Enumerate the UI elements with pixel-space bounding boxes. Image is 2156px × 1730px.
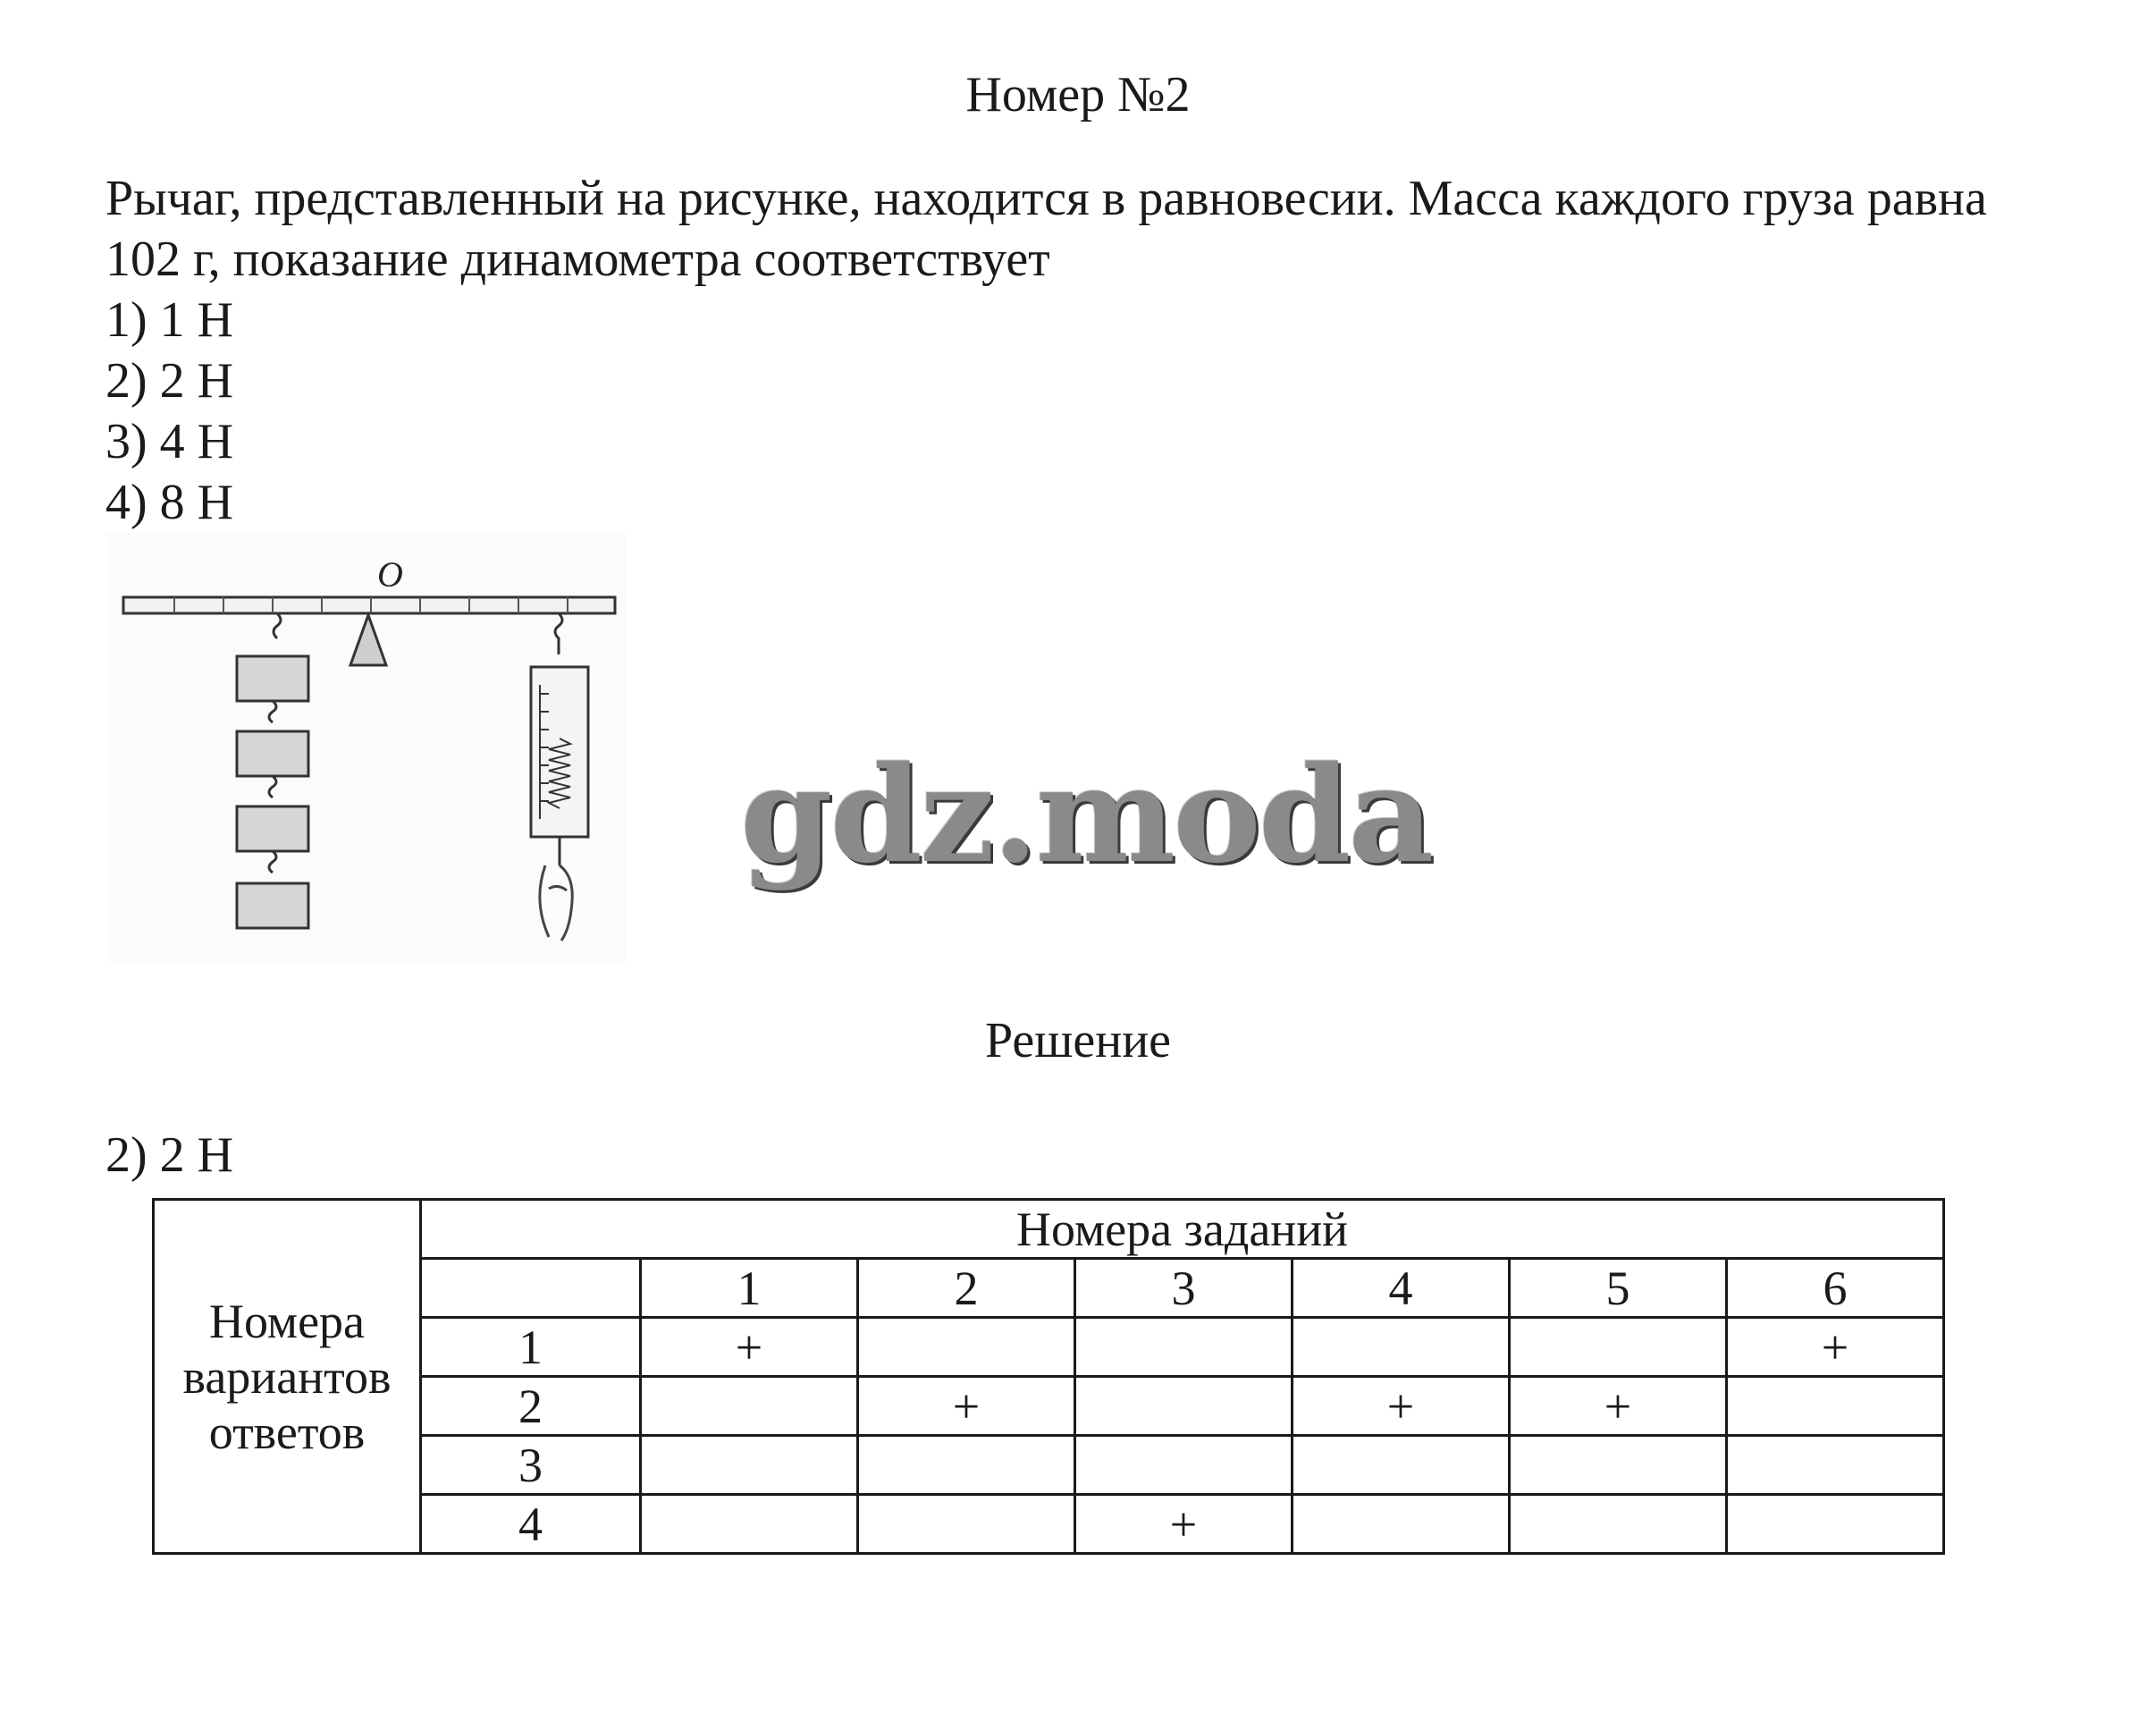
lever-figure bbox=[107, 533, 626, 962]
page-title: Номер №2 bbox=[965, 67, 1191, 122]
table-row bbox=[154, 1377, 1944, 1436]
mark-cell bbox=[1727, 1377, 1944, 1436]
mark-cell: + bbox=[858, 1377, 1075, 1436]
watermark: gdz.moda bbox=[740, 737, 1432, 892]
tasks-header: Номера заданий bbox=[421, 1200, 1944, 1259]
mark-cell bbox=[1510, 1318, 1727, 1377]
mark-cell: + bbox=[641, 1318, 858, 1377]
task-number: 2 bbox=[858, 1259, 1075, 1318]
table-row bbox=[154, 1436, 1944, 1495]
option-3: 3) 4 Н bbox=[105, 414, 234, 469]
problem-statement bbox=[105, 168, 2054, 290]
mark-cell bbox=[858, 1495, 1075, 1554]
mark-cell bbox=[1727, 1436, 1944, 1495]
mark-cell bbox=[1075, 1436, 1293, 1495]
answer-options bbox=[105, 290, 233, 533]
solution-answer: 2) 2 Н bbox=[105, 1127, 234, 1183]
problem-text: Рычаг, представленный на рисунке, находится в равновесии. Масса каждого груза равна 102 г, показание динамометра соответствует bbox=[105, 171, 1987, 287]
mark-cell bbox=[1293, 1318, 1510, 1377]
mark-cell: + bbox=[1293, 1377, 1510, 1436]
lever-bar bbox=[123, 597, 615, 613]
mark-cell bbox=[641, 1495, 858, 1554]
mark-cell bbox=[1293, 1495, 1510, 1554]
mark-cell: + bbox=[1727, 1318, 1944, 1377]
variant-number: 4 bbox=[421, 1495, 641, 1554]
task-number: 5 bbox=[1510, 1259, 1727, 1318]
mark-cell bbox=[641, 1377, 858, 1436]
mark-cell bbox=[858, 1436, 1075, 1495]
mark-cell bbox=[1510, 1436, 1727, 1495]
mark-cell bbox=[641, 1436, 858, 1495]
mark-cell: + bbox=[1510, 1377, 1727, 1436]
corner-cell bbox=[421, 1259, 641, 1318]
table-row bbox=[154, 1318, 1944, 1377]
answer-table bbox=[152, 1198, 1945, 1555]
variants-header: Номера вариантов ответов bbox=[154, 1200, 421, 1554]
task-number: 3 bbox=[1075, 1259, 1293, 1318]
mark-cell bbox=[1075, 1377, 1293, 1436]
mark-cell bbox=[858, 1318, 1075, 1377]
mark-cell bbox=[1075, 1318, 1293, 1377]
task-number: 1 bbox=[641, 1259, 858, 1318]
option-4: 4) 8 Н bbox=[105, 475, 234, 530]
mark-cell bbox=[1727, 1495, 1944, 1554]
pivot-label: O bbox=[377, 554, 403, 595]
variant-number: 1 bbox=[421, 1318, 641, 1377]
task-number: 4 bbox=[1293, 1259, 1510, 1318]
option-2: 2) 2 Н bbox=[105, 353, 234, 409]
mark-cell bbox=[1293, 1436, 1510, 1495]
task-number: 6 bbox=[1727, 1259, 1944, 1318]
option-1: 1) 1 Н bbox=[105, 292, 234, 348]
mark-cell: + bbox=[1075, 1495, 1293, 1554]
mark-cell bbox=[1510, 1495, 1727, 1554]
variant-number: 3 bbox=[421, 1436, 641, 1495]
variant-number: 2 bbox=[421, 1377, 641, 1436]
solution-heading: Решение bbox=[984, 1013, 1172, 1068]
table-row bbox=[154, 1495, 1944, 1554]
